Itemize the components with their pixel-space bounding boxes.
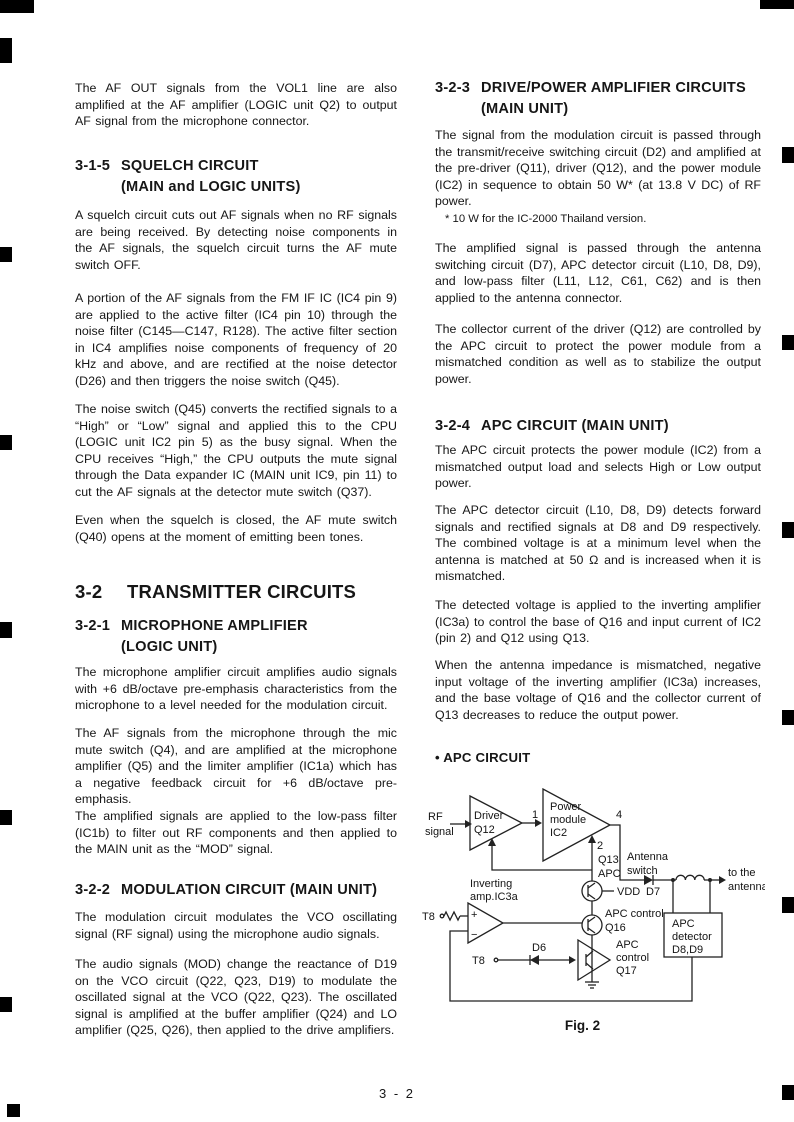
paragraph-mic-1: The microphone amplifier circuit amplifies audio signals with +6 dB/octave pre-emphasis characteristics from the microphone to a level needed for the modulation circuit. [75,665,397,712]
heading-text: APC CIRCUIT (MAIN UNIT) [481,418,669,434]
heading-3-2-4 [435,416,761,437]
q13-lead [588,883,595,888]
label-rf: RF [428,811,443,823]
label-inverting-amp: amp.IC3a [470,891,518,903]
label-q17: APC [616,939,639,951]
q16-transistor [582,915,602,935]
label-antenna-switch: switch [627,865,658,877]
scan-mark [782,147,794,163]
paragraph-drive-3: The collector current of the driver (Q12) are controlled by the APC circuit to protect the power module from a mismatched condition as well as to stabilize the output power. [435,322,761,386]
driver-q12-triangle [470,796,522,850]
scan-mark [782,522,794,538]
heading-text: MODULATION CIRCUIT (MAIN UNIT) [121,882,378,898]
label-q17: control [616,952,650,964]
paragraph-apc-1: The APC circuit protects the power module (IC2) from a mismatched output load and selects High or Low output power. [435,443,761,490]
apc-circuit-diagram [420,788,765,1016]
label-pin2: 2 [597,840,604,852]
figure-caption: Fig. 2 [564,1018,601,1033]
label-antenna-switch: Antenna [627,851,668,863]
heading-text: MICROPHONE AMPLIFIER (LOGIC UNIT) [121,618,308,655]
heading-number: 3-2-4 [435,418,471,434]
paragraph-drive-1: The signal from the modulation circuit is passed through the transmit/receive switching circuit (D2) and amplified at the pre-driver (Q11), driver (Q12), and the power module (IC2) in sequence to obtain 50 W* (at 13.8 V DC) of RF power. [435,128,761,208]
scan-mark [760,0,794,9]
scan-mark [0,247,12,262]
label-driver: Driver [474,810,504,822]
label-minus: − [471,929,478,941]
apc-circuit-figure [420,788,765,1016]
q16-lead [588,928,595,933]
label-power-module: IC2 [550,827,568,839]
label-t8: T8 [472,955,485,967]
heading-3-2-1 [75,616,397,658]
label-plus: + [471,909,478,921]
scan-mark [0,810,12,825]
heading-3-2-2 [75,880,397,901]
arrowhead [569,956,576,964]
scan-mark [0,38,12,63]
scan-mark [7,1104,20,1117]
label-q16: APC control [605,908,664,920]
scan-mark [782,710,794,725]
paragraph-squelch-1: A squelch circuit cuts out AF signals when no RF signals are being received. By detecting noise components in the AF signals, the squelch circuit turns the AF mute switch OFF. [75,208,397,272]
scan-mark [0,0,34,13]
label-vdd: VDD [617,886,641,898]
heading-text: DRIVE/POWER AMPLIFIER CIRCUITS (MAIN UNIT) [481,80,746,117]
resistor-zigzag [444,912,460,920]
paragraph-apc-4: When the antenna impedance is mismatched, negative input voltage of the inverting amplifier (IC3a) increases, and the base voltage of Q16 and the collector current of Q13 decreases to reduce the output power. [435,658,761,722]
scan-mark [782,335,794,350]
heading-number: 3-2-1 [75,618,111,634]
heading-number: 3-2-2 [75,882,111,898]
paragraph-squelch-3: The noise switch (Q45) converts the rectified signals to a “High” or “Low” signal and applied this to the CPU (LOGIC unit IC2 pin 5) as the busy signal. When the CPU receives “High,” the CPU outputs the mute signal through the Data expander IC (MAIN unit IC9, pin 11) to cut the AF signals at the detector mute switch (Q37). [75,402,397,499]
label-pin4: 4 [616,809,623,821]
label-q13: APC [598,868,621,880]
label-to-antenna: to the [728,867,756,879]
scan-mark [782,897,794,913]
d6-diode [530,955,539,965]
footnote-thailand: * 10 W for the IC-2000 Thailand version. [445,213,647,225]
heading-number: 3-2 [75,581,103,602]
arrowhead [719,876,726,884]
heading-number: 3-1-5 [75,158,111,174]
heading-text: TRANSMITTER CIRCUITS [127,581,357,602]
heading-text: SQUELCH CIRCUIT (MAIN and LOGIC UNITS) [121,158,301,195]
q13-lead [588,894,595,899]
label-apc-detector: D8,D9 [672,944,704,956]
heading-3-1-5 [75,156,397,198]
paragraph-mic-3: The amplified signals are applied to the low-pass filter (IC1b) to filter out RF components and then applied to the MAIN unit as the “MOD” signal. [75,809,397,856]
scan-mark [0,435,12,450]
paragraph-apc-3: The detected voltage is applied to the inverting amplifier (IC3a) to control the base of Q16 and input current of IC2 (pin 2) and Q12 using Q13. [435,598,761,645]
label-t8: T8 [422,911,435,923]
bias-wire [492,844,592,870]
label-apc-detector: APC [672,918,695,930]
arrowhead [488,838,496,846]
label-to-antenna: antenna [728,881,765,893]
label-power-module: module [550,814,587,826]
label-rf: signal [425,826,454,838]
feedback-wire [450,931,692,1001]
q13-transistor [582,881,602,901]
label-d6: D6 [532,942,547,954]
label-q13: Q13 [598,854,619,866]
paragraph-mod-2: The audio signals (MOD) change the reactance of D19 on the VCO circuit (Q22, Q23, D19) to modulate the oscillated signal at the VCO (Q22, Q23). The oscillated signal is amplified at the buffer amplifier (Q24) and LO amplifier (Q25, Q26), then applied to the drive amplifiers. [75,957,397,1037]
lowpass-coil [676,875,704,880]
paragraph-squelch-2: A portion of the AF signals from the FM IF IC (IC4 pin 9) are applied to the active filter (IC4 pin 10) through the noise filter (C145—C147, R128). The active filter section in IC4 amplifies noise components of frequency of 20 kHz and above, and are rectified at the noise detector (D26) and then triggers the noise switch (Q45). [75,291,397,388]
paragraph-af-out: The AF OUT signals from the VOL1 line are also amplified at the AF amplifier (LOGIC unit Q2) to output AF signal from the microphone connector. [75,81,397,128]
t8-terminal [494,958,498,962]
q16-lead [588,917,595,922]
paragraph-mod-1: The modulation circuit modulates the VCO oscillating signal (RF signal) using the microphone audio signals. [75,910,397,941]
heading-number: 3-2-3 [435,80,471,96]
q17-triangle [578,940,610,980]
label-d7: D7 [646,886,661,898]
label-driver: Q12 [474,824,495,836]
paragraph-squelch-4: Even when the squelch is closed, the AF mute switch (Q40) opens at the moment of emitting been tones. [75,513,397,544]
heading-3-2-3 [435,78,761,120]
label-q16: Q16 [605,922,626,934]
paragraph-apc-2: The APC detector circuit (L10, D8, D9) detects forward signals and rectified signals at D8 and D9 respectively. The combined voltage is at a minimum level when the antenna is matched at 50 Ω and is increased when it is mismatched. [435,503,761,583]
heading-3-2 [75,580,397,604]
scan-mark [0,997,12,1012]
bullet-apc-circuit: • APC CIRCUIT [435,750,531,765]
paragraph-drive-2: The amplified signal is passed through the antenna switching circuit (D7), APC detector circuit (L10, D8, D9), and low-pass filter (L11, L12, C61, C62) and is then applied to the antenna connector. [435,241,761,305]
label-inverting-amp: Inverting [470,878,513,890]
label-q17: Q17 [616,965,637,977]
t8-terminal [440,914,444,918]
arrowhead [465,820,472,828]
page-number: 3 - 2 [378,1086,415,1101]
scan-mark [0,622,12,638]
label-power-module: Power [550,801,582,813]
label-apc-detector: detector [672,931,712,943]
paragraph-mic-2: The AF signals from the microphone through the mic mute switch (Q4), and are amplified at the microphone amplifier (Q5) and the limiter amplifier (IC1a) which has a negative feedback circuit for +6 dB/octave pre-emphasis. [75,726,397,806]
label-pin1: 1 [532,809,539,821]
